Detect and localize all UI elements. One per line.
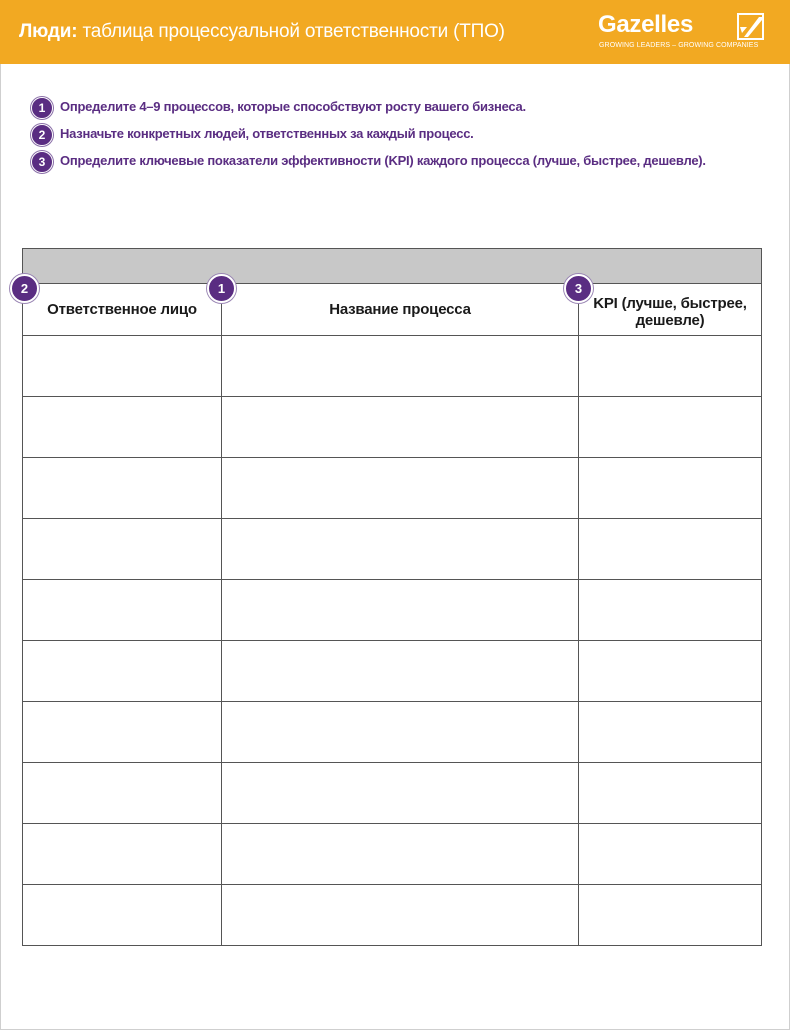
kpi-cell[interactable] bbox=[579, 397, 762, 458]
process-cell[interactable] bbox=[222, 458, 579, 519]
process-cell[interactable] bbox=[222, 641, 579, 702]
process-cell[interactable] bbox=[222, 580, 579, 641]
title-rest: таблица процессуальной ответственности (ТПО) bbox=[77, 21, 505, 42]
kpi-cell[interactable] bbox=[579, 763, 762, 824]
logo-tagline: GROWING LEADERS – GROWING COMPANIES bbox=[599, 42, 759, 49]
process-table bbox=[22, 283, 762, 946]
header-bar bbox=[0, 0, 790, 64]
kpi-cell[interactable] bbox=[579, 885, 762, 946]
instruction-text: Определите 4–9 процессов, которые способствуют росту вашего бизнеса. bbox=[60, 99, 526, 114]
column-header-kpi: KPI (лучше, быстрее, дешевле) bbox=[579, 284, 762, 336]
table-row bbox=[23, 580, 762, 641]
table-row bbox=[23, 336, 762, 397]
table-row bbox=[23, 641, 762, 702]
responsible-cell[interactable] bbox=[23, 580, 222, 641]
table-row bbox=[23, 458, 762, 519]
kpi-cell[interactable] bbox=[579, 641, 762, 702]
column-header-responsible: Ответственное лицо bbox=[23, 284, 222, 336]
table-body bbox=[23, 336, 762, 946]
process-cell[interactable] bbox=[222, 397, 579, 458]
column-header-process: Название процесса bbox=[222, 284, 579, 336]
responsible-cell[interactable] bbox=[23, 641, 222, 702]
logo-wordmark: Gazelles bbox=[598, 11, 693, 38]
step-number-badge: 3 bbox=[31, 151, 53, 173]
process-cell[interactable] bbox=[222, 519, 579, 580]
table-row bbox=[23, 885, 762, 946]
process-cell[interactable] bbox=[222, 763, 579, 824]
kpi-cell[interactable] bbox=[579, 336, 762, 397]
kpi-cell[interactable] bbox=[579, 519, 762, 580]
table-row bbox=[23, 519, 762, 580]
kpi-cell[interactable] bbox=[579, 824, 762, 885]
responsible-cell[interactable] bbox=[23, 702, 222, 763]
table-row bbox=[23, 702, 762, 763]
column-number-badge: 2 bbox=[10, 274, 39, 303]
process-cell[interactable] bbox=[222, 824, 579, 885]
page-title bbox=[19, 21, 505, 43]
gazelle-mark-icon bbox=[737, 13, 764, 40]
kpi-cell[interactable] bbox=[579, 580, 762, 641]
table-header-band bbox=[22, 248, 762, 283]
gazelles-logo bbox=[598, 11, 770, 55]
kpi-cell[interactable] bbox=[579, 702, 762, 763]
responsible-cell[interactable] bbox=[23, 763, 222, 824]
step-number-badge: 1 bbox=[31, 97, 53, 119]
process-cell[interactable] bbox=[222, 336, 579, 397]
responsible-cell[interactable] bbox=[23, 397, 222, 458]
table-header-row bbox=[23, 284, 762, 336]
responsible-cell[interactable] bbox=[23, 824, 222, 885]
table-row bbox=[23, 824, 762, 885]
process-cell[interactable] bbox=[222, 702, 579, 763]
responsible-cell[interactable] bbox=[23, 519, 222, 580]
instruction-text: Назначьте конкретных людей, ответственных за каждый процесс. bbox=[60, 126, 474, 141]
process-cell[interactable] bbox=[222, 885, 579, 946]
column-number-badge: 1 bbox=[207, 274, 236, 303]
responsible-cell[interactable] bbox=[23, 458, 222, 519]
responsible-cell[interactable] bbox=[23, 885, 222, 946]
responsible-cell[interactable] bbox=[23, 336, 222, 397]
table-row bbox=[23, 763, 762, 824]
step-number-badge: 2 bbox=[31, 124, 53, 146]
title-bold: Люди: bbox=[19, 21, 78, 42]
instruction-text: Определите ключевые показатели эффективности (KPI) каждого процесса (лучше, быстрее, дешевле). bbox=[60, 153, 706, 168]
table-row bbox=[23, 397, 762, 458]
column-number-badge: 3 bbox=[564, 274, 593, 303]
responsibility-table bbox=[22, 248, 762, 941]
kpi-cell[interactable] bbox=[579, 458, 762, 519]
